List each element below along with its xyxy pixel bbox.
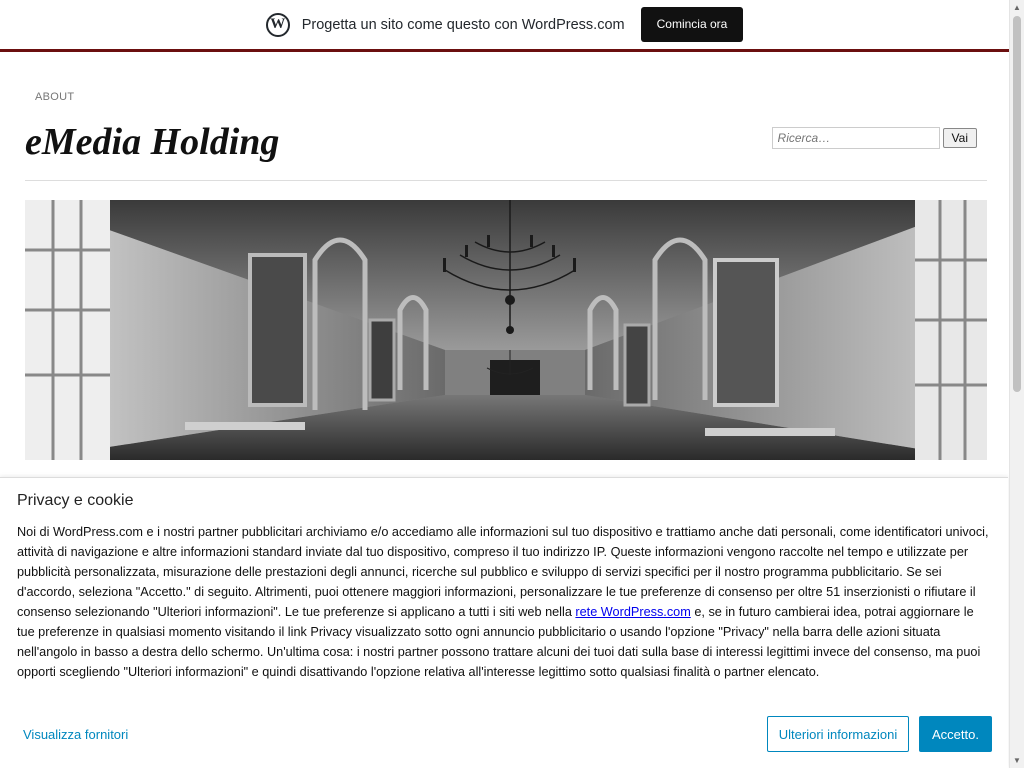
- cookie-dialog-title: Privacy e cookie: [17, 492, 134, 509]
- header-image: [25, 200, 987, 460]
- view-vendors-link[interactable]: Visualizza fornitori: [23, 727, 129, 742]
- accept-button[interactable]: Accetto.: [919, 716, 992, 752]
- privacy-cookie-dialog: [0, 477, 1008, 768]
- search-submit-button[interactable]: Vai: [943, 128, 977, 148]
- cookie-text-part-2: e, se in futuro cambierai idea, potrai aggiornare le tue preferenze in qualsiasi momento visitando il link Privacy visualizzato sotto ogni annuncio pubblicitario o usando l'opzione "Privacy" nella barra delle azioni situata nell'angolo in basso a destra dello schermo. Un'ultima cosa: i nostri partner possono trattare alcuni dei tuoi dati sulla base di interessi legittimi invece del consenso, ma puoi opporti scegliendo "Ulteriori informazioni" e quindi disattivando l'opzione relativa all'interesse legittimo sotto qualsiasi finalità o partner elencato.: [17, 605, 981, 679]
- wordpress-promo-bar: [0, 0, 1009, 52]
- wordpress-logo-icon: W: [266, 13, 290, 37]
- palace-gallery-photo: [25, 200, 987, 460]
- promo-text: Progetta un sito come questo con WordPress.com: [301, 16, 625, 33]
- cookie-text-part-1: Noi di WordPress.com e i nostri partner pubblicitari archiviamo e/o accediamo alle informazioni sul tuo dispositivo e trattiamo anche dati personali, come identificatori univoci, attività di navigazione e altre informazioni standard inviate dal tuo dispositivo, compreso il tuo indirizzo IP. Queste informazioni vengono raccolte nel tempo e utilizzate per pubblicità personalizzata, misurazione delle prestazioni degli annunci, ricerche sul pubblico e sviluppo di servizi specifici per il nostro programma pubblicitario. Se sei d'accordo, seleziona "Accetto." di seguito. Altrimenti, puoi ottenere maggiori informazioni, personalizzare le tue preferenze di consenso per oltre 51 inserzionisti o rifiutare il consenso selezionando "Ulteriori informazioni". Le tue preferenze si applicano a tutti i siti web nella: [17, 525, 989, 619]
- nav-item-about[interactable]: ABOUT: [35, 91, 75, 103]
- top-nav: [25, 52, 987, 101]
- vertical-scrollbar[interactable]: [1009, 0, 1024, 768]
- more-info-button[interactable]: Ulteriori informazioni: [767, 716, 909, 752]
- wordpress-network-link[interactable]: rete WordPress.com: [575, 605, 691, 619]
- scrollbar-thumb[interactable]: [1013, 16, 1021, 392]
- page-content: [25, 52, 987, 181]
- scroll-up-arrow-icon[interactable]: ▲: [1013, 3, 1021, 12]
- scroll-down-arrow-icon[interactable]: ▼: [1013, 756, 1021, 765]
- site-header: [25, 122, 987, 181]
- start-now-button[interactable]: Comincia ora: [641, 7, 744, 42]
- search-form: [772, 127, 977, 149]
- site-title[interactable]: eMedia Holding: [25, 121, 280, 163]
- cookie-dialog-text: [17, 522, 992, 682]
- search-input[interactable]: [772, 127, 940, 149]
